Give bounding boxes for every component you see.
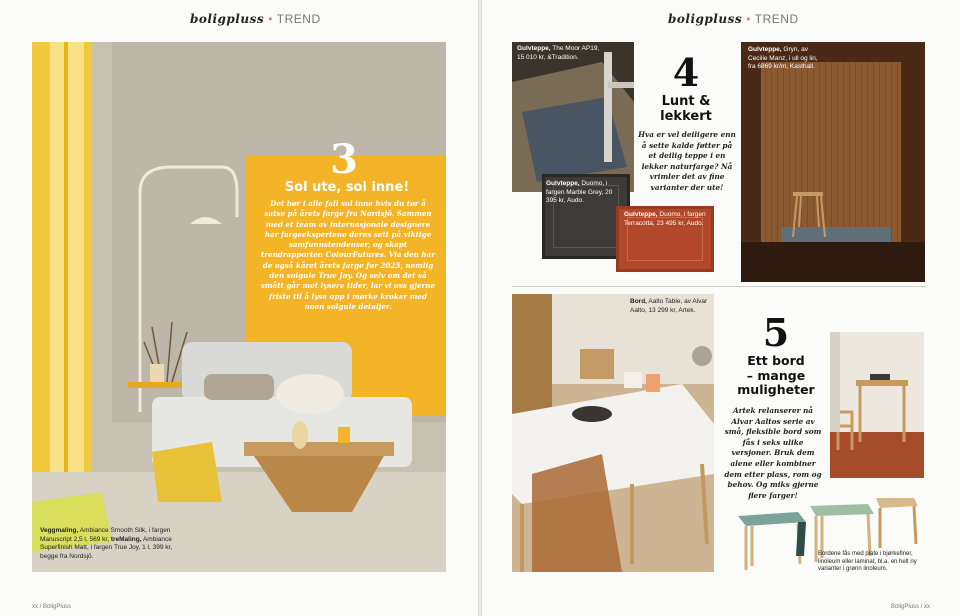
trend-5-title (728, 354, 824, 398)
table-variants-caption: Bordene fås med plate i bjørkefiner, linoleum eller laminat, bl.a. en helt ny varianter i grønn linoleum. (818, 551, 917, 573)
rug-moor-illustration (512, 42, 634, 192)
left-page (0, 0, 478, 616)
caption-bold-2: treMaling, (110, 535, 142, 543)
aalto-table-illustration (512, 294, 714, 572)
wood-room-illustration (741, 42, 925, 282)
trend-4-body: Hva er vel deiligere enn å sette kalde føtter på et deilig teppe i en lekker naturfarge? Nå vrimler det av fine varianter der ute! (638, 130, 736, 192)
trend-5-number: 5 (762, 310, 790, 355)
caption-bold: Gulvteppe, (748, 46, 782, 53)
trend-3-number: 3 (330, 136, 358, 183)
caption-bold-1: Veggmaling, (40, 527, 79, 534)
trend-3-body: Det bør i alle fall sol inne hvis du tør å satse på årets farge fra Nordsjö. Sammen med et team av internasjonale designere har fargeekspertene deres sett på viktige samfunnstendenser, og skapt trendrapporten ColourFutures. Via den har de også kåret årets farge for 2025, nemlig den solgule True Joy. Og selv om det så smått går mot lysere tider, lar vi oss gjerne friste til å lyse opp i mørke kroker med noen solgule detaljer. (260, 199, 436, 311)
trend-3-title: Sol ute, sol inne! (284, 180, 410, 195)
caption-text: Aalto Table, av Alvar Aalto, 13 299 kr, Artek. (630, 298, 708, 314)
rug-marble-grey-caption (546, 180, 616, 206)
trend-4-title-line-1: Lunt & (661, 94, 711, 109)
rug-terracotta-caption (624, 211, 708, 228)
rug-moor-caption (517, 45, 607, 62)
aalto-table-caption (630, 298, 710, 315)
right-folio: BoligPluss / xx (890, 604, 930, 610)
trend-4-number: 4 (672, 50, 700, 95)
trend-5-body: Artek relanserer nå Alvar Aaltos serie av små, fleksible bord som fås i seks ulike versjoner. Bruk dem alene eller kombiner dem etter plass, rom og behov. Og miks gjerne flere farger! (724, 406, 822, 500)
section-divider (512, 286, 926, 287)
header-separator-dot: • (268, 12, 273, 26)
rug-gryn-caption (748, 46, 824, 72)
left-header (190, 12, 321, 26)
caption-text: Duomo, i fargen Marble Grey, 20 395 kr, Audo. (546, 180, 613, 204)
right-header (668, 12, 799, 26)
caption-text-1: Ambiance Smooth Silk, i fargen Manuscript 2,5 l, 569 kr, (40, 527, 171, 543)
rug-moor-photo (512, 42, 634, 192)
caption-bold: Gulvteppe, (624, 211, 658, 218)
caption-bold: Gulvteppe, (546, 180, 580, 187)
table-variant-green (738, 512, 806, 570)
small-table-photo (830, 332, 924, 478)
table-variant-birch (876, 498, 918, 548)
trend-5-title-line-1: Ett bord (747, 353, 805, 368)
brand-logo: boligpluss (668, 12, 743, 26)
caption-text-2: Ambiance Superfinish Matt, i fargen True Joy, 1 l, 399 kr, begge fra Nordsjö. (40, 535, 173, 560)
left-folio: xx / BoligPluss (32, 604, 72, 610)
trend-5-title-line-3: muligheter (737, 382, 815, 397)
caption-bold: Gulvteppe, (517, 45, 551, 52)
trend-5-title-line-2: – mange (746, 367, 806, 383)
header-separator-dot: • (746, 12, 751, 26)
right-page (482, 0, 960, 616)
wood-room-photo (741, 42, 925, 282)
section-label: TREND (754, 12, 799, 26)
caption-text: Gryn, av Cecilie Manz, i ull og lin, fra 6869 kr/m, Kasthall. (748, 46, 818, 70)
trend-4-title (646, 94, 726, 124)
brand-logo: boligpluss (190, 12, 265, 26)
caption-text: Duomo, i fargen Terracotta, 23 495 kr, Audo. (624, 211, 706, 227)
small-table-illustration (830, 332, 924, 478)
caption-text: The Moor AP19, 15 010 kr, &Tradition. (517, 45, 600, 61)
section-label: TREND (276, 12, 321, 26)
trend-3-caption (40, 527, 178, 561)
caption-bold: Bord, (630, 298, 647, 305)
trend-4-title-line-2: lekkert (660, 109, 712, 124)
aalto-table-photo (512, 294, 714, 572)
